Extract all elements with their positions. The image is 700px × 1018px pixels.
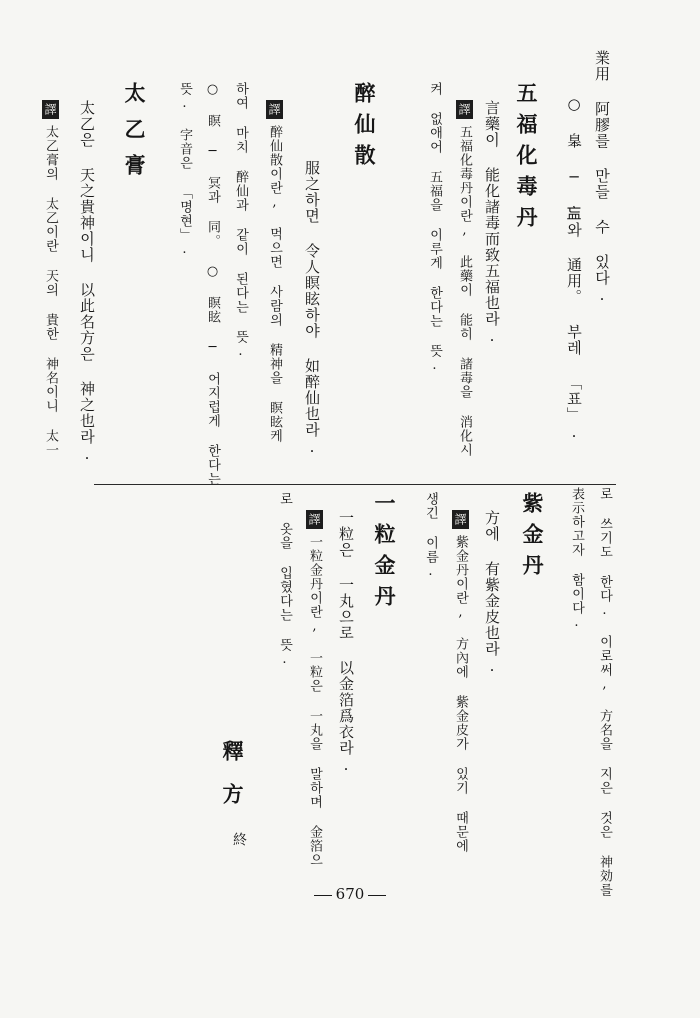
translation-column: 로 쓰기도 한다. 이로써, 方名을 지은 것은 神効를 [597,487,612,897]
translation-column: 켜 없애어 五福을 이루게 한다는 뜻. [427,82,442,374]
translation-column: 表示하고자 함이다. [569,487,584,631]
text-column: 言藥이 能化諸毒而致五福也라. [483,100,501,346]
note-column: 뜻. 字音은 「명현」. [177,82,192,258]
translation-mark: 譯 [306,510,323,529]
translation-text: 太乙膏의 太乙이란 天의 貴한 神名이니 太一 [43,125,58,457]
text-column: 太乙은 天之貴神이니 以此名方은 神之也라. [78,100,96,464]
dash-left [314,895,332,896]
translation-column [42,100,59,457]
translation-text: 五福化毒丹이란, 此藥이 能히 諸毒을 消化시 [457,125,472,457]
translation-mark: 譯 [266,100,283,119]
text-column: 一粒은 一丸으로 以金箔爲衣라. [337,510,355,775]
translation-column: 생긴 이름. [423,492,438,580]
translation-column [456,100,473,457]
translation-column [266,100,283,443]
translation-mark: 譯 [456,100,473,119]
translation-column: 하여 마치 醉仙과 같이 된다는 뜻. [233,82,248,360]
heading-zijin: 紫金丹 [520,492,545,585]
section-divider [94,484,616,485]
text-column: 方에 有紫金皮也라. [483,510,501,676]
heading-zuixian: 醉仙散 [352,82,377,175]
translation-column: 로 옷을 입혔다는 뜻. [277,492,292,668]
page-number: 670 [335,885,365,903]
translation-column [306,510,323,867]
translation-mark: 譯 [452,510,469,529]
heading-wufu: 五福化毒丹 [514,82,539,237]
dash-right [368,895,386,896]
note-column: ○ 𦤎 ─ 𥁃와 通用。 부레 「표」. [565,95,583,442]
translation-text: 醉仙散이란, 먹으면 사람의 精神을 瞑眩케 [267,125,282,443]
section-end-title: 釋方 [220,740,245,826]
page-footer [0,885,700,903]
note-column: ○ 瞑 ─ 冥과 同。 ○ 瞑眩 ─ 어지럽게 한다는 [205,82,220,486]
text-column: 服之하면 令人瞑眩하야 如醉仙也라. [303,160,321,457]
heading-yili: 一粒金丹 [372,492,397,616]
section-end-mark: 終 [231,832,247,846]
translation-column [452,510,469,853]
translation-text: 紫金丹이란, 方內에 紫金皮가 있기 때문에 [453,535,468,853]
heading-taiyi: 太乙膏 [122,82,147,190]
translation-mark: 譯 [42,100,59,119]
text-column: 業用 阿膠를 만들 수 있다. [593,50,611,305]
translation-text: 一粒金丹이란, 一粒은 一丸을 말하며 金箔으 [307,535,322,867]
